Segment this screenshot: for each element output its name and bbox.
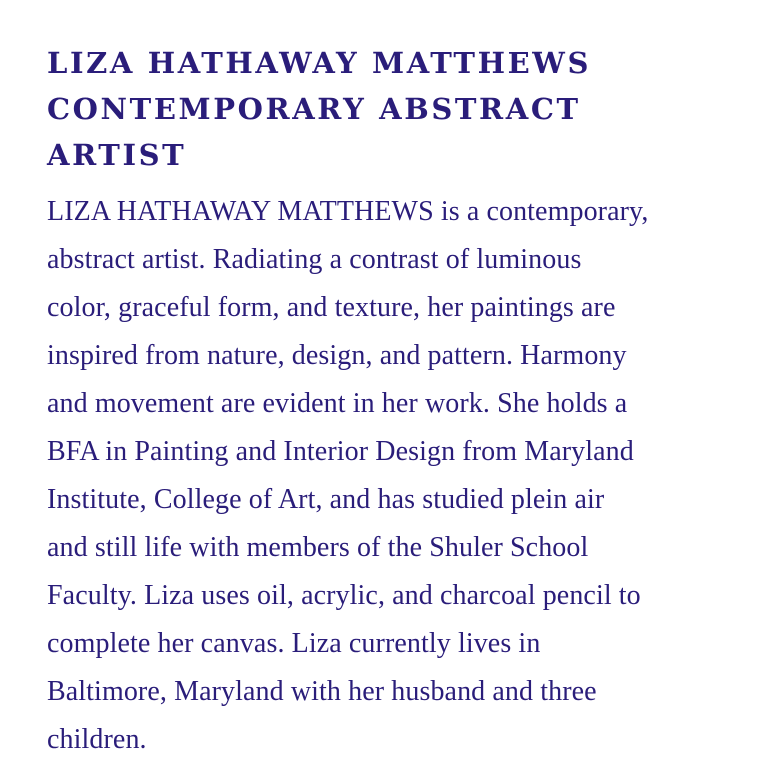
- bio-line: Baltimore, Maryland with her husband and three: [47, 676, 597, 707]
- bio-line: inspired from nature, design, and pattern. Harmony: [47, 340, 627, 371]
- bio-line: and movement are evident in her work. She holds a: [47, 388, 628, 419]
- title-line-2: CONTEMPORARY ABSTRACT: [47, 92, 581, 126]
- bio-line: BFA in Painting and Interior Design from Maryland: [47, 436, 634, 467]
- bio-line: abstract artist. Radiating a contrast of luminous: [47, 244, 582, 275]
- artist-bio-section: [47, 40, 747, 764]
- bio-line: LIZA HATHAWAY MATTHEWS is a contemporary,: [47, 196, 649, 227]
- bio-paragraph: [47, 188, 747, 764]
- title-line-3: ARTIST: [47, 138, 187, 172]
- bio-line: Faculty. Liza uses oil, acrylic, and charcoal pencil to: [47, 580, 641, 611]
- bio-line: complete her canvas. Liza currently lives in: [47, 628, 541, 659]
- title-line-1: LIZA HATHAWAY MATTHEWS: [47, 46, 591, 80]
- bio-line: children.: [47, 724, 147, 755]
- bio-line: and still life with members of the Shuler School: [47, 532, 589, 563]
- page-title: [47, 40, 747, 178]
- bio-line: color, graceful form, and texture, her paintings are: [47, 292, 616, 323]
- bio-line: Institute, College of Art, and has studied plein air: [47, 484, 605, 515]
